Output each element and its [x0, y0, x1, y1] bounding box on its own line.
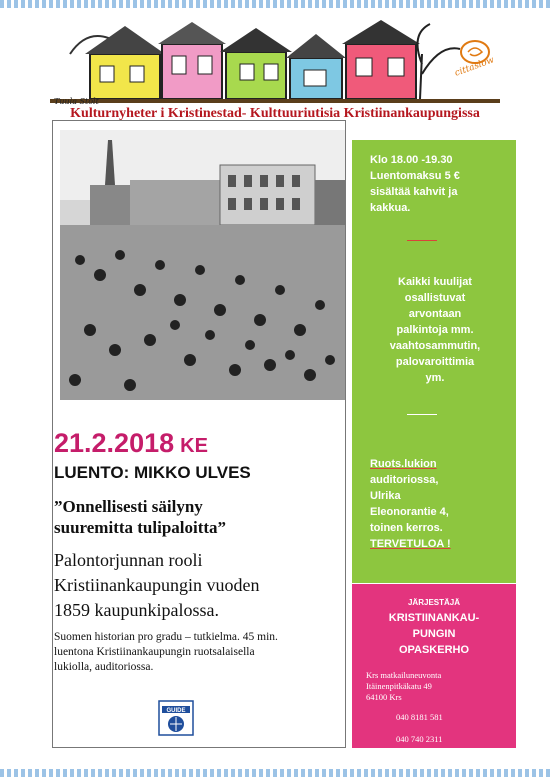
organizer-label: JÄRJESTÄJÄ — [407, 598, 460, 607]
prize-line: vaahtosammutin, — [389, 340, 481, 352]
lecture-subtitle-line: Palontorjunnan rooli — [54, 550, 203, 570]
prize-line: ym. — [425, 372, 445, 384]
lecture-subtitle-line: Kristiinankaupungin vuoden — [54, 575, 260, 595]
lecture-desc-line: luentona Kristiinankaupungin ruotsalaisella — [54, 646, 255, 658]
banner-title: Kulturnyheter i Kristinestad- Kulttuuriutisia Kristiinankaupungissa — [70, 106, 480, 121]
fee-line: kakkua. — [370, 202, 411, 214]
venue-line: Ruots.lukion — [370, 458, 437, 470]
organizer-name — [362, 610, 506, 658]
separator — [407, 414, 437, 415]
lecture-title — [54, 496, 344, 538]
fee-line: Luentomaksu 5 € — [370, 170, 460, 182]
event-date — [54, 428, 208, 459]
organizer-address: Krs matkailuneuvonta — [366, 670, 442, 680]
lecturer-line: LUENTO: MIKKO ULVES — [54, 463, 251, 482]
prize-line: Kaikki kuulijat — [398, 276, 472, 288]
lecture-desc-line: Suomen historian pro gradu – tutkielma. 45 min. — [54, 631, 278, 643]
weekday: KE — [180, 435, 208, 457]
lecture-title-line: suuremitta tulipaloitta” — [54, 518, 227, 537]
house-illustration — [50, 14, 500, 104]
venue-line: auditoriossa, — [370, 474, 439, 486]
venue-line: toinen kerros. — [370, 522, 443, 534]
prize-line: osallistuvat — [404, 292, 466, 304]
lecture-subtitle-line: 1859 kaupunkipalossa. — [54, 600, 219, 620]
lecture-title-line: ”Onnellisesti säilyny — [54, 497, 203, 516]
organizer-address: 64100 Krs — [366, 692, 402, 702]
guide-logo-icon — [158, 700, 194, 736]
organizer-phone: 040 740 2311 — [396, 734, 443, 744]
organizer-name-line: KRISTIINANKAU- — [388, 612, 480, 624]
organizer-name-line: OPASKERHO — [398, 644, 470, 656]
cittaslow-logo: cittaslow — [453, 55, 496, 79]
prize-line: palovaroittimia — [395, 356, 475, 368]
guide-logo-text: GUIDE — [166, 708, 186, 714]
prize-line: palkintoja mm. — [396, 324, 474, 336]
info-panel — [352, 140, 516, 583]
venue-line: Ulrika — [370, 490, 401, 502]
historic-market-photo-icon — [60, 130, 345, 400]
organizer-phone: 040 8181 581 — [396, 712, 443, 722]
organizer-address: Itäinenpitkäkatu 49 — [366, 681, 432, 691]
separator — [407, 240, 437, 241]
lecture-desc-line: lukiolla, auditoriossa. — [54, 661, 154, 673]
fee-line: sisältää kahvit ja — [370, 186, 458, 198]
organizer-panel — [352, 584, 516, 748]
date-value: 21.2.2018 — [54, 428, 175, 458]
prize-line: arvontaan — [408, 308, 462, 320]
top-border-stripe — [0, 0, 550, 8]
bottom-border-stripe — [0, 769, 550, 777]
artist-signature: Tuula Stolt — [54, 97, 99, 106]
welcome-text: TERVETULOA ! — [370, 538, 451, 550]
venue-line: Eleonorantie 4, — [370, 506, 449, 518]
event-time: Klo 18.00 -19.30 — [370, 154, 453, 166]
lecture-description — [54, 630, 340, 675]
lecture-subtitle — [54, 548, 344, 623]
organizer-name-line: PUNGIN — [412, 628, 456, 640]
